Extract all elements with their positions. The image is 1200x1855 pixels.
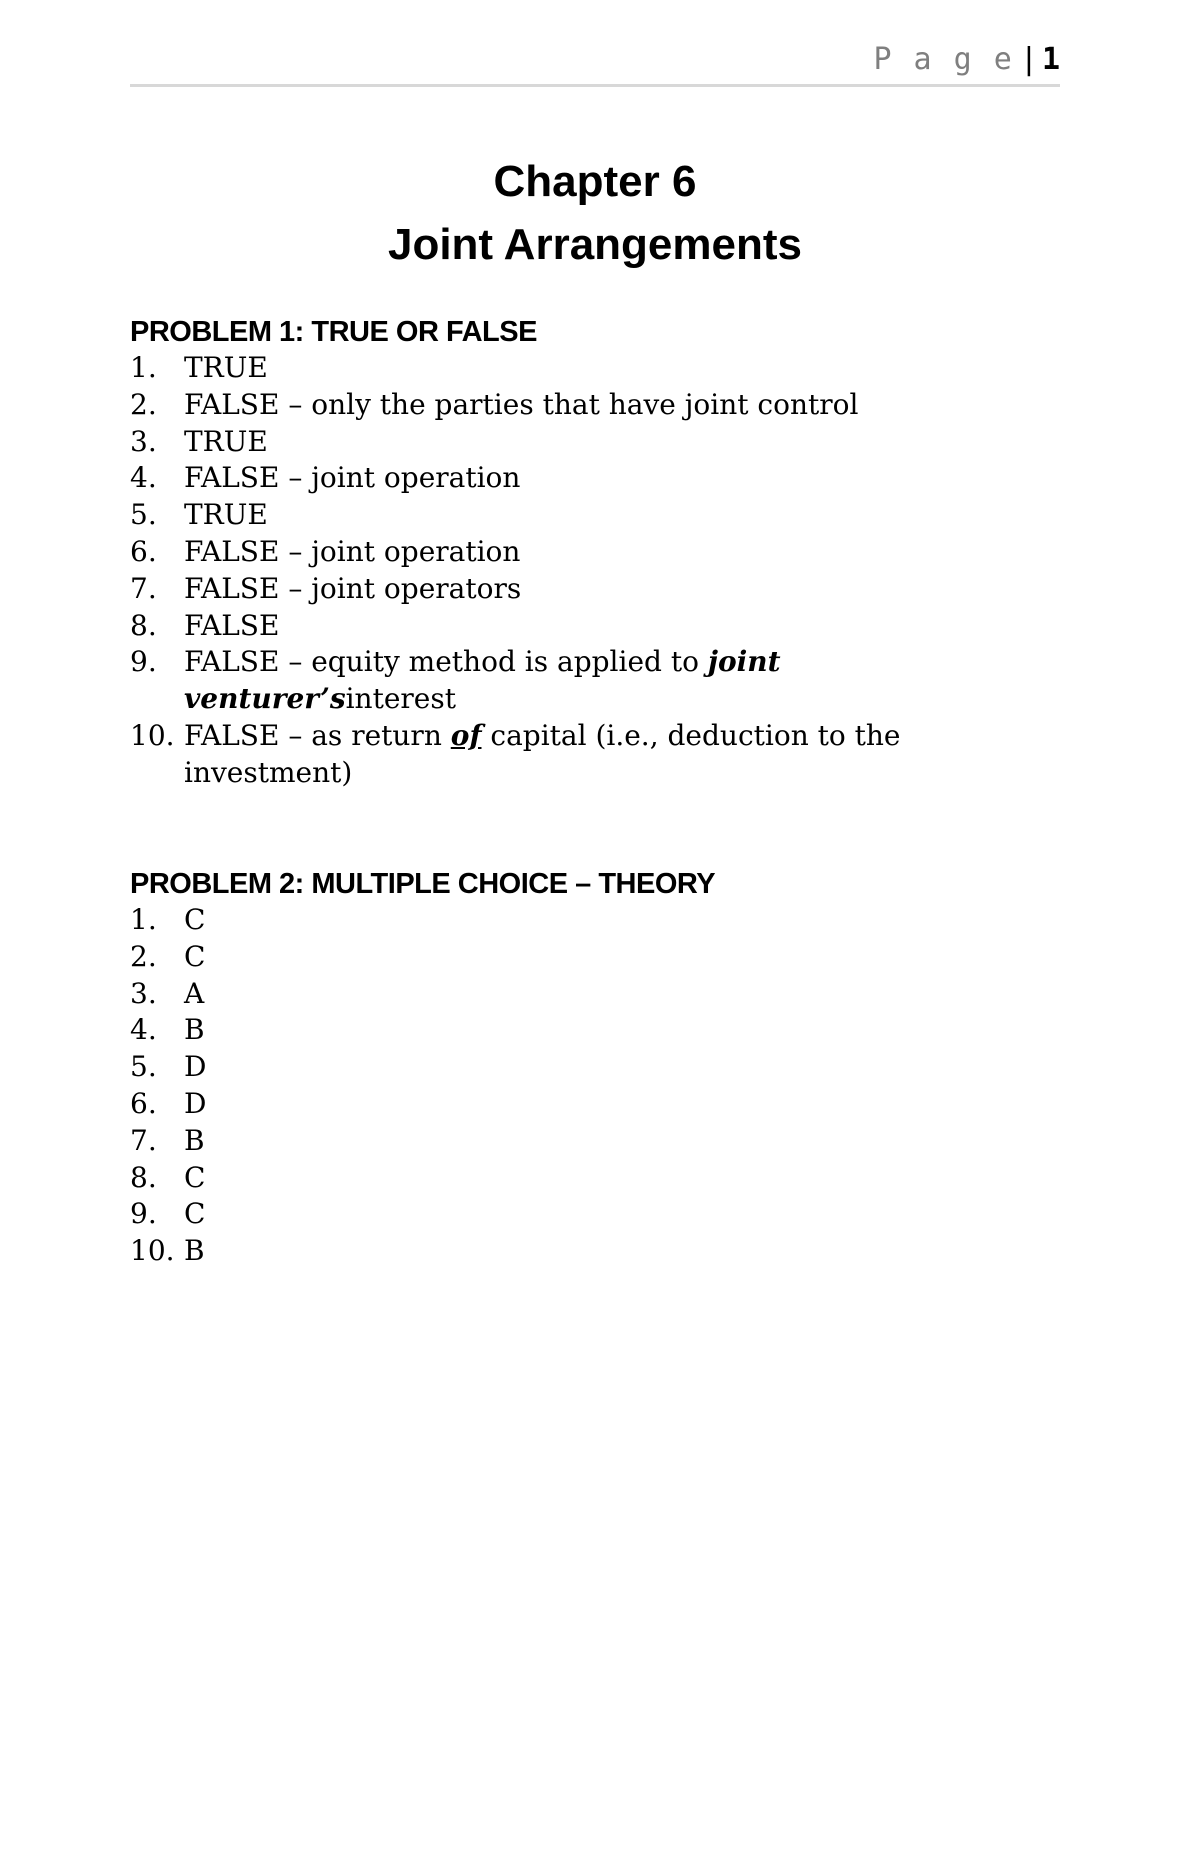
list-item [130,1123,1030,1160]
item-number: 1. [130,351,157,384]
item-number: 2. [130,387,157,421]
item-answer: FALSE [184,608,280,642]
item-number: 4. [130,461,157,495]
item-number: 5. [130,498,157,532]
item-number: 8. [130,1160,157,1194]
problem1-answer-list [130,350,1030,792]
item-number: 7. [130,1123,157,1157]
chapter-title-block [130,150,1060,276]
list-item [130,1049,1030,1086]
item-answer: TRUE [184,424,268,458]
item-answer: C [184,1197,206,1231]
item-number: 9. [130,1197,157,1231]
page-number-label [873,42,1060,78]
list-item [130,608,1030,645]
page-number: 1 [1041,42,1060,77]
list-item [130,1086,1030,1123]
item-number: 9. [130,645,157,679]
item-answer: C [184,939,206,973]
item-number: 3. [130,976,157,1010]
item-number: 4. [130,1013,157,1047]
list-item [130,424,1030,461]
list-item [130,902,1030,939]
list-item [130,644,1030,718]
list-item [130,497,1030,534]
answer-emphasis: joint venturer’s [184,645,781,716]
list-item [130,1196,1030,1233]
item-number: 2. [130,939,157,973]
list-item [130,387,1030,424]
item-number: 7. [130,571,157,605]
answer-emphasis: of [450,718,482,752]
item-answer: A [184,976,205,1010]
item-number: 5. [130,1050,157,1084]
item-number: 6. [130,1086,157,1120]
item-number: 3. [130,424,157,458]
item-answer [184,644,1030,718]
page-word: P a g e [873,42,1014,77]
item-answer [184,718,1030,792]
list-item [130,976,1030,1013]
page-separator: | [1019,42,1038,77]
item-answer: FALSE – joint operators [184,571,522,605]
answer-text-before: FALSE – equity method is applied to [184,645,708,679]
list-item [130,1012,1030,1049]
problem2-heading: PROBLEM 2: MULTIPLE CHOICE – THEORY [130,868,716,900]
item-answer: D [184,1086,207,1120]
chapter-subject: Joint Arrangements [387,220,802,269]
list-item [130,1233,1030,1270]
item-number: 10. [130,1234,175,1268]
item-answer: B [184,1123,205,1157]
item-number: 8. [130,608,157,642]
problem2-answer-list [130,902,1030,1270]
item-answer: FALSE – only the parties that have joint control [184,387,859,421]
item-answer: FALSE – joint operation [184,534,521,568]
chapter-title: Chapter 6 [493,157,697,206]
item-number: 6. [130,534,157,568]
item-answer: FALSE – joint operation [184,461,521,495]
list-item [130,939,1030,976]
item-answer: B [184,1013,205,1047]
answer-text-after: capital (i.e., deduction to the investment) [184,718,901,789]
item-answer: C [184,1160,206,1194]
item-answer: TRUE [184,351,268,384]
list-item [130,1160,1030,1197]
item-answer: B [184,1234,205,1268]
item-answer: C [184,903,206,936]
list-item [130,460,1030,497]
list-item [130,718,1030,792]
item-number: 10. [130,718,175,752]
item-answer: D [184,1050,207,1084]
answer-text-after: interest [345,682,456,716]
page-header [130,40,1060,87]
problem1-heading: PROBLEM 1: TRUE OR FALSE [130,316,537,348]
answer-text-before: FALSE – as return [184,718,451,752]
list-item [130,571,1030,608]
item-answer: TRUE [184,498,268,532]
item-number: 1. [130,903,157,936]
list-item [130,350,1030,387]
list-item [130,534,1030,571]
